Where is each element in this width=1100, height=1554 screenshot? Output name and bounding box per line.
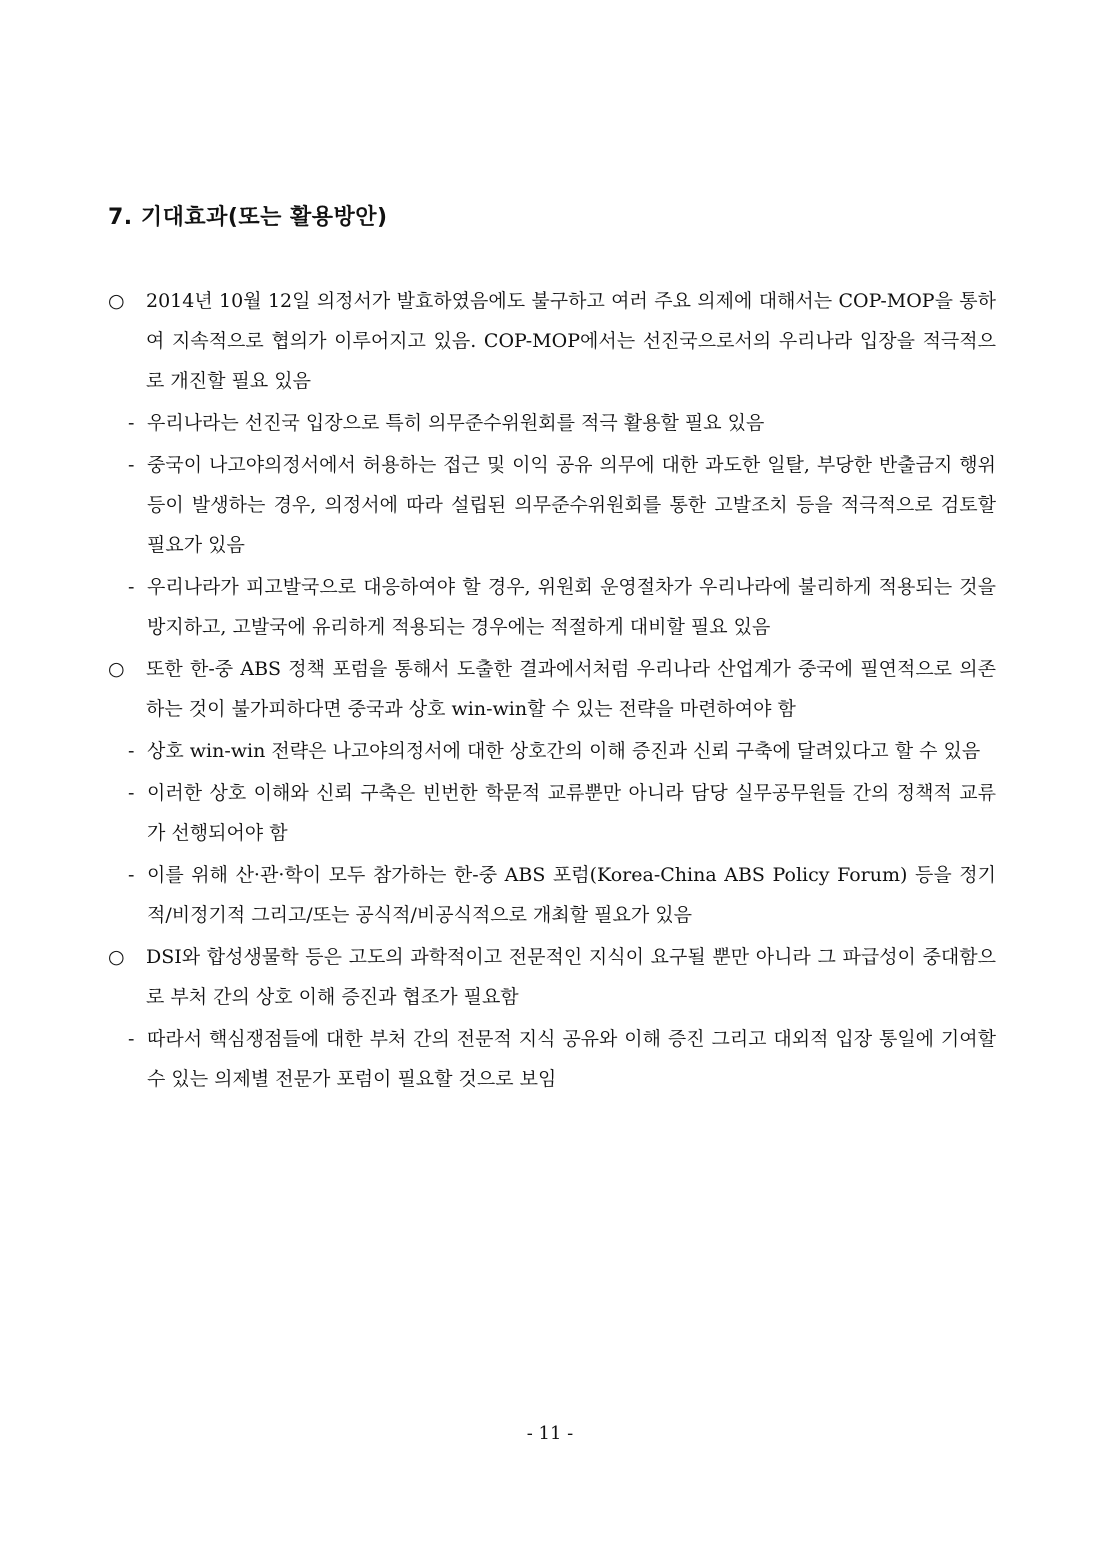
paragraph-text: DSI와 합성생물학 등은 고도의 과학적이고 전문적인 지식이 요구될 뿐만 아니라 그 파급성이 중대함으로 부처 간의 상호 이해 증진과 협조가 필요함: [146, 946, 996, 1008]
dash-bullet-icon: -: [128, 740, 135, 762]
circle-bullet-icon: ○: [108, 946, 125, 968]
bullet-paragraph: [108, 649, 996, 729]
sub-bullet-paragraph: [128, 731, 996, 771]
sub-bullet-paragraph: [128, 567, 996, 647]
dash-bullet-icon: -: [128, 864, 135, 886]
paragraph-text: 따라서 핵심쟁점들에 대한 부처 간의 전문적 지식 공유와 이해 증진 그리고 대외적 입장 통일에 기여할 수 있는 의제별 전문가 포럼이 필요할 것으로 보임: [147, 1028, 996, 1090]
paragraph-text: 2014년 10월 12일 의정서가 발효하였음에도 불구하고 여러 주요 의제에 대해서는 COP-MOP을 통하여 지속적으로 협의가 이루어지고 있음. COP-MOP에서는 선진국으로서의 우리나라 입장을 적극적으로 개진할 필요 있음: [146, 290, 996, 392]
section-body: [108, 281, 996, 1099]
paragraph-text: 이를 위해 산·관·학이 모두 참가하는 한-중 ABS 포럼(Korea-China ABS Policy Forum) 등을 정기적/비정기적 그리고/또는 공식적/비공식적으로 개최할 필요가 있음: [147, 864, 996, 926]
dash-bullet-icon: -: [128, 576, 135, 598]
dash-bullet-icon: -: [128, 782, 135, 804]
sub-bullet-paragraph: [128, 1019, 996, 1099]
sub-bullet-paragraph: [128, 855, 996, 935]
sub-bullet-paragraph: [128, 403, 996, 443]
paragraph-text: 우리나라가 피고발국으로 대응하여야 할 경우, 위원회 운영절차가 우리나라에 불리하게 적용되는 것을 방지하고, 고발국에 유리하게 적용되는 경우에는 적절하게 대비할 필요 있음: [147, 576, 996, 638]
paragraph-text: 중국이 나고야의정서에서 허용하는 접근 및 이익 공유 의무에 대한 과도한 일탈, 부당한 반출금지 행위 등이 발생하는 경우, 의정서에 따라 설립된 의무준수위원회를 통한 고발조치 등을 적극적으로 검토할 필요가 있음: [147, 454, 996, 556]
paragraph-text: 이러한 상호 이해와 신뢰 구축은 빈번한 학문적 교류뿐만 아니라 담당 실무공무원들 간의 정책적 교류가 선행되어야 함: [147, 782, 996, 844]
paragraph-text: 또한 한-중 ABS 정책 포럼을 통해서 도출한 결과에서처럼 우리나라 산업계가 중국에 필연적으로 의존하는 것이 불가피하다면 중국과 상호 win-win할 수 있는 전략을 마련하여야 함: [146, 658, 996, 720]
sub-bullet-paragraph: [128, 773, 996, 853]
circle-bullet-icon: ○: [108, 290, 125, 312]
page-number: - 11 -: [526, 1423, 574, 1444]
section-title: 7. 기대효과(또는 활용방안): [108, 205, 388, 230]
paragraph-text: 상호 win-win 전략은 나고야의정서에 대한 상호간의 이해 증진과 신뢰 구축에 달려있다고 할 수 있음: [147, 740, 981, 762]
bullet-paragraph: [108, 281, 996, 401]
circle-bullet-icon: ○: [108, 658, 125, 680]
sub-bullet-paragraph: [128, 445, 996, 565]
dash-bullet-icon: -: [128, 412, 135, 434]
dash-bullet-icon: -: [128, 1028, 135, 1050]
dash-bullet-icon: -: [128, 454, 135, 476]
paragraph-text: 우리나라는 선진국 입장으로 특히 의무준수위원회를 적극 활용할 필요 있음: [147, 412, 765, 434]
bullet-paragraph: [108, 937, 996, 1017]
